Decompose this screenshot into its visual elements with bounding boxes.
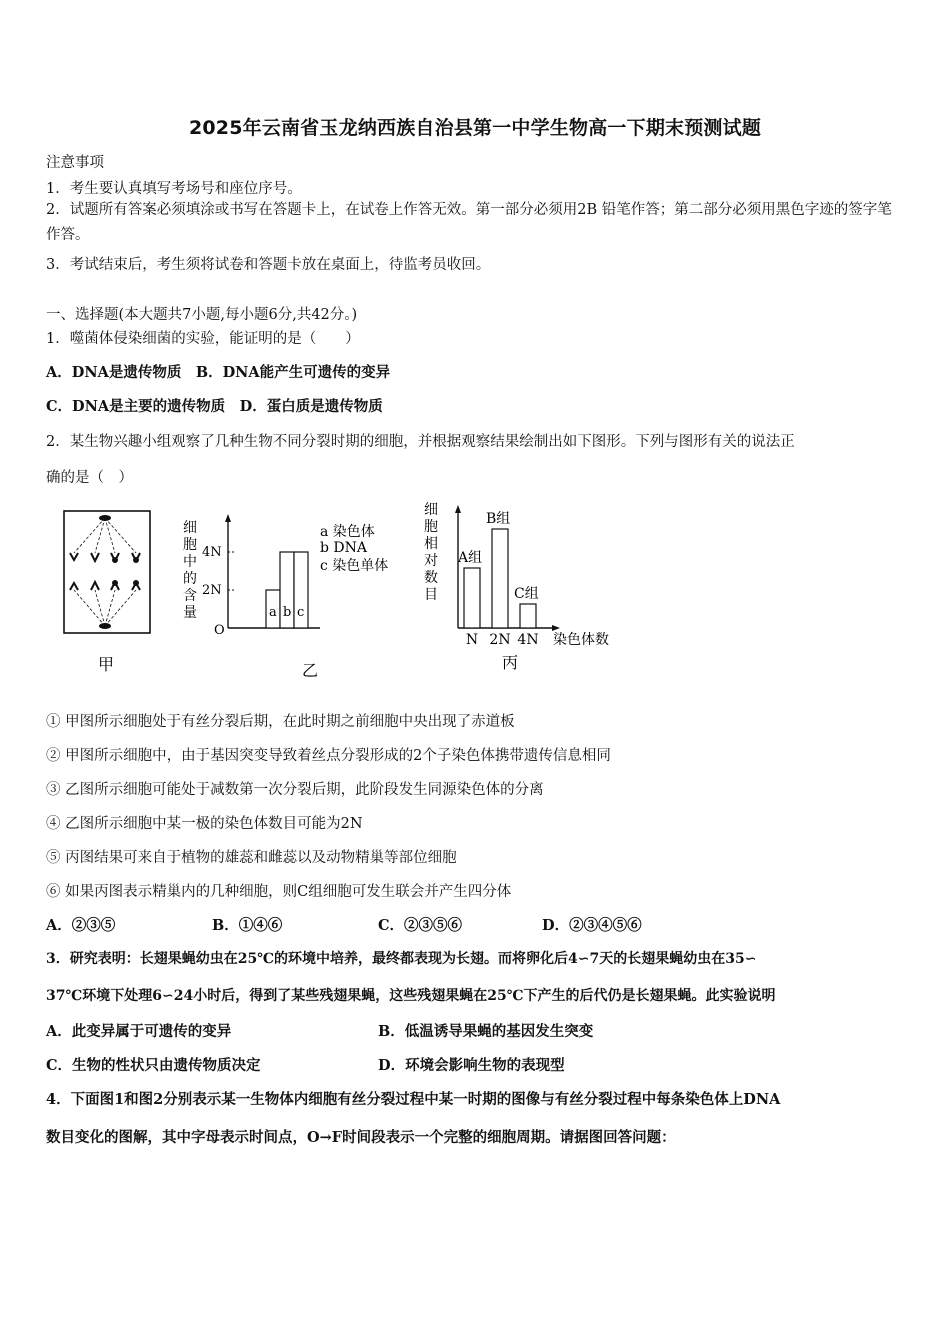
bing-bar-label-0: A组 — [458, 550, 483, 566]
bing-ylabel: 细胞相对数目 — [424, 502, 438, 603]
q2-figures — [0, 500, 950, 690]
q2-statement-1: ① 甲图所示细胞处于有丝分裂后期，在此时期之前细胞中央出现了赤道板 — [46, 714, 515, 730]
figure-jia — [60, 508, 155, 678]
notice-item-2: 2．试题所有答案必须填涂或书写在答题卡上，在试卷上作答无效。第一部分必须用2B 铅笔作答；第二部分必须用黑色字迹的签字笔作答。 — [46, 202, 892, 243]
notice-item-3: 3．考试结束后，考生须将试卷和答题卡放在桌面上，待监考员收回。 — [46, 257, 491, 273]
notice-heading: 注意事项 — [46, 155, 104, 171]
section-heading: 一、选择题(本大题共7小题,每小题6分,共42分。) — [46, 307, 358, 323]
q2-stem-line2: 确的是（ ） — [46, 470, 133, 486]
yi-bar-label-a: a — [269, 605, 277, 620]
q4-stem-line1: 4．下面图1和图2分别表示某一生物体内细胞有丝分裂过程中某一时期的图像与有丝分裂过程中每条染色体上DNA — [46, 1091, 781, 1108]
q2-statement-3: ③ 乙图所示细胞可能处于减数第一次分裂后期，此阶段发生同源染色体的分离 — [46, 782, 544, 798]
q2-option-d: D．②③④⑤⑥ — [542, 917, 642, 934]
q3-stem-line2: 37℃环境下处理6∽24小时后，得到了某些残翅果蝇，这些残翅果蝇在25℃下产生的后代仍是长翅果蝇。此实验说明 — [46, 988, 776, 1004]
yi-bar-label-b: b — [283, 605, 292, 620]
q2-statement-5: ⑤ 丙图结果可来自于植物的雄蕊和雌蕊以及动物精巢等部位细胞 — [46, 850, 457, 866]
q3-option-d: D．环境会影响生物的表现型 — [378, 1057, 565, 1074]
yi-tick-4n: 4N — [202, 545, 222, 560]
q4-stem-line2: 数目变化的图解，其中字母表示时间点，O→F时间段表示一个完整的细胞周期。请据图回答问题： — [46, 1129, 676, 1146]
bing-bar-label-2: C组 — [514, 586, 539, 602]
q3-stem-line1: 3．研究表明：长翅果蝇幼虫在25℃的环境中培养，最终都表现为长翅。而将卵化后4∽7天的长翅果蝇幼虫在35∽ — [46, 951, 757, 967]
q3-option-a: A．此变异属于可遗传的变异 — [46, 1023, 232, 1040]
bing-x-tick-0: N — [465, 632, 479, 648]
q1-stem: 1．噬菌体侵染细菌的实验，能证明的是（ ） — [46, 331, 360, 347]
q1-options-cd: C．DNA是主要的遗传物质 D．蛋白质是遗传物质 — [46, 398, 383, 415]
yi-legend-c: c 染色单体 — [320, 558, 389, 574]
yi-label: 乙 — [302, 661, 319, 680]
yi-y-arrow — [225, 514, 231, 522]
yi-legend-b: b DNA — [320, 540, 367, 556]
yi-bar-label-c: c — [297, 605, 305, 620]
q1-options-ab: A．DNA是遗传物质 B．DNA能产生可遗传的变异 — [46, 364, 391, 381]
bing-bar-1 — [492, 529, 508, 628]
bing-bar-2 — [520, 604, 536, 628]
yi-ylabel: 细胞中的含量 — [183, 520, 197, 621]
q2-statement-4: ④ 乙图所示细胞中某一极的染色体数目可能为2N — [46, 816, 363, 832]
yi-legend-a: a 染色体 — [320, 524, 375, 540]
jia-label: 甲 — [98, 655, 115, 674]
bing-x-tick-1: 2N — [489, 632, 511, 648]
yi-tick-o: O — [214, 623, 225, 638]
q3-option-c: C．生物的性状只由遗传物质决定 — [46, 1057, 261, 1074]
bing-x-arrow — [552, 625, 560, 631]
q2-option-c: C．②③⑤⑥ — [378, 917, 463, 934]
bing-y-arrow — [455, 505, 461, 513]
bing-x-tick-2: 4N — [517, 632, 539, 648]
q2-statement-2: ② 甲图所示细胞中，由于基因突变导致着丝点分裂形成的2个子染色体携带遗传信息相同 — [46, 748, 611, 764]
q2-statement-6: ⑥ 如果丙图表示精巢内的几种细胞，则C组细胞可发生联会并产生四分体 — [46, 884, 512, 900]
q2-stem-line1: 2．某生物兴趣小组观察了几种生物不同分裂时期的细胞，并根据观察结果绘制出如下图形。下列与图形有关的说法正 — [46, 434, 795, 450]
bing-xlabel: 染色体数 — [553, 632, 609, 648]
bing-bar-label-1: B组 — [486, 511, 511, 527]
q2-option-b: B．①④⑥ — [212, 917, 283, 934]
bing-bar-0 — [464, 568, 480, 628]
figure-bing — [420, 500, 640, 680]
notice-item-1: 1．考生要认真填写考场号和座位序号。 — [46, 181, 302, 197]
bing-label: 丙 — [502, 653, 519, 672]
jia-cell-border — [64, 511, 150, 633]
figure-yi — [180, 510, 420, 680]
q2-option-a: A．②③⑤ — [46, 917, 116, 934]
page-title: 2025年云南省玉龙纳西族自治县第一中学生物高一下期末预测试题 — [188, 117, 762, 139]
yi-tick-2n: 2N — [202, 583, 222, 598]
q3-option-b: B．低温诱导果蝇的基因发生突变 — [378, 1023, 594, 1040]
